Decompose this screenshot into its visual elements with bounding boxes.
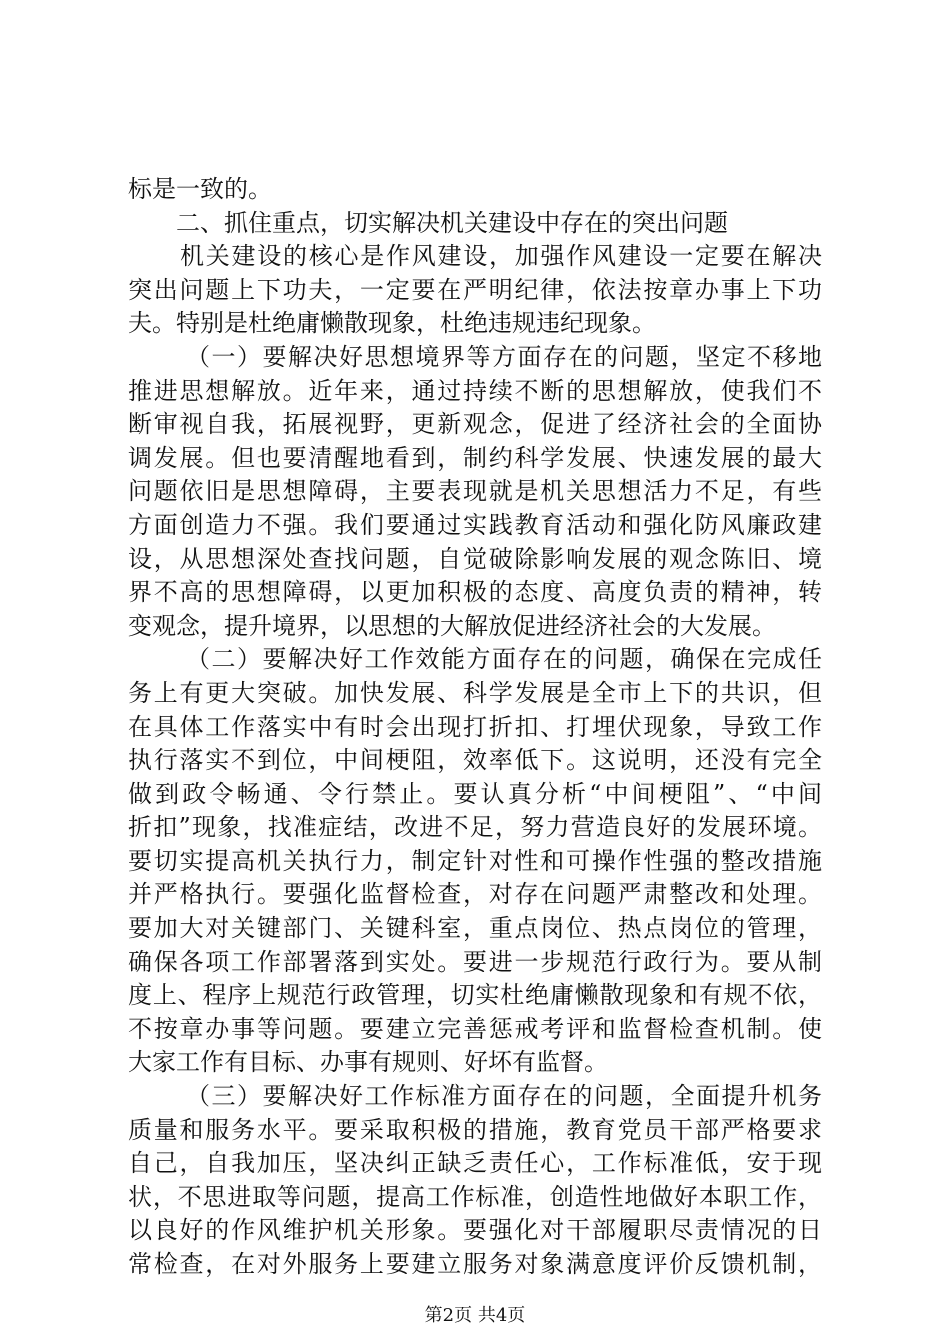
page-number-footer: 第2页 共4页 — [424, 1305, 526, 1326]
text-line: 确保各项工作部署落到实处。要进一步规范行政行为。要从制 — [128, 947, 822, 976]
section-heading: 二、抓住重点，切实解决机关建设中存在的突出问题 — [176, 208, 728, 237]
text-line: 推进思想解放。近年来，通过持续不断的思想解放，使我们不 — [128, 376, 822, 405]
text-line: 大家工作有目标、办事有规则、好坏有监督。 — [128, 1048, 608, 1077]
text-line: 状，不思进取等问题，提高工作标准，创造性地做好本职工作， — [128, 1182, 822, 1211]
text-line: 突出问题上下功夫，一定要在严明纪律，依法按章办事上下功 — [128, 275, 822, 304]
text-line: 变观念，提升境界，以思想的大解放促进经济社会的大发展。 — [128, 611, 776, 640]
subsection-start-line: （一）要解决好思想境界等方面存在的问题，坚定不移地 — [186, 342, 822, 371]
text-line: 问题依旧是思想障碍，主要表现就是机关思想活力不足，有些 — [128, 477, 822, 506]
document-body — [128, 173, 822, 1282]
text-line: 折扣”现象，找准症结，改进不足，努力营造良好的发展环境。 — [128, 813, 822, 842]
text-line: 自己，自我加压，坚决纠正缺乏责任心，工作标准低，安于现 — [128, 1149, 822, 1178]
text-line: 常检查，在对外服务上要建立服务对象满意度评价反馈机制， — [128, 1250, 822, 1278]
text-line: 调发展。但也要清醒地看到，制约科学发展、快速发展的最大 — [128, 443, 822, 472]
text-line: 不按章办事等问题。要建立完善惩戒考评和监督检查机制。使 — [128, 1014, 822, 1043]
text-line: 度上、程序上规范行政管理，切实杜绝庸懒散现象和有规不依， — [128, 981, 822, 1010]
text-line: 断审视自我，拓展视野，更新观念，促进了经济社会的全面协 — [128, 410, 822, 439]
subsection-start-line: （三）要解决好工作标准方面存在的问题，全面提升机务 — [186, 1082, 822, 1111]
text-line: 标是一致的。 — [128, 175, 272, 203]
text-line: 做到政令畅通、令行禁止。要认真分析“中间梗阻”、“中间 — [128, 779, 822, 808]
text-line: 以良好的作风维护机关形象。要强化对干部履职尽责情况的日 — [128, 1216, 822, 1245]
text-line: 质量和服务水平。要采取积极的措施，教育党员干部严格要求 — [128, 1115, 822, 1144]
subsection-start-line: （二）要解决好工作效能方面存在的问题，确保在完成任 — [186, 645, 822, 674]
text-line: 在具体工作落实中有时会出现打折扣、打埋伏现象，导致工作 — [128, 712, 822, 741]
text-line: 夫。特别是杜绝庸懒散现象，杜绝违规违纪现象。 — [128, 309, 656, 338]
text-line: 设，从思想深处查找问题，自觉破除影响发展的观念陈旧、境 — [128, 544, 822, 573]
text-line: 务上有更大突破。加快发展、科学发展是全市上下的共识，但 — [128, 678, 822, 707]
text-line: 要切实提高机关执行力，制定针对性和可操作性强的整改措施 — [128, 846, 822, 875]
text-line: 机关建设的核心是作风建设，加强作风建设一定要在解决 — [180, 242, 822, 271]
text-line: 并严格执行。要强化监督检查，对存在问题严肃整改和处理。 — [128, 880, 822, 909]
text-line: 执行落实不到位，中间梗阻，效率低下。这说明，还没有完全 — [128, 746, 822, 775]
text-line: 界不高的思想障碍，以更加积极的态度、高度负责的精神，转 — [128, 578, 822, 607]
text-line: 方面创造力不强。我们要通过实践教育活动和强化防风廉政建 — [128, 510, 822, 539]
text-line: 要加大对关键部门、关键科室，重点岗位、热点岗位的管理， — [128, 914, 822, 943]
